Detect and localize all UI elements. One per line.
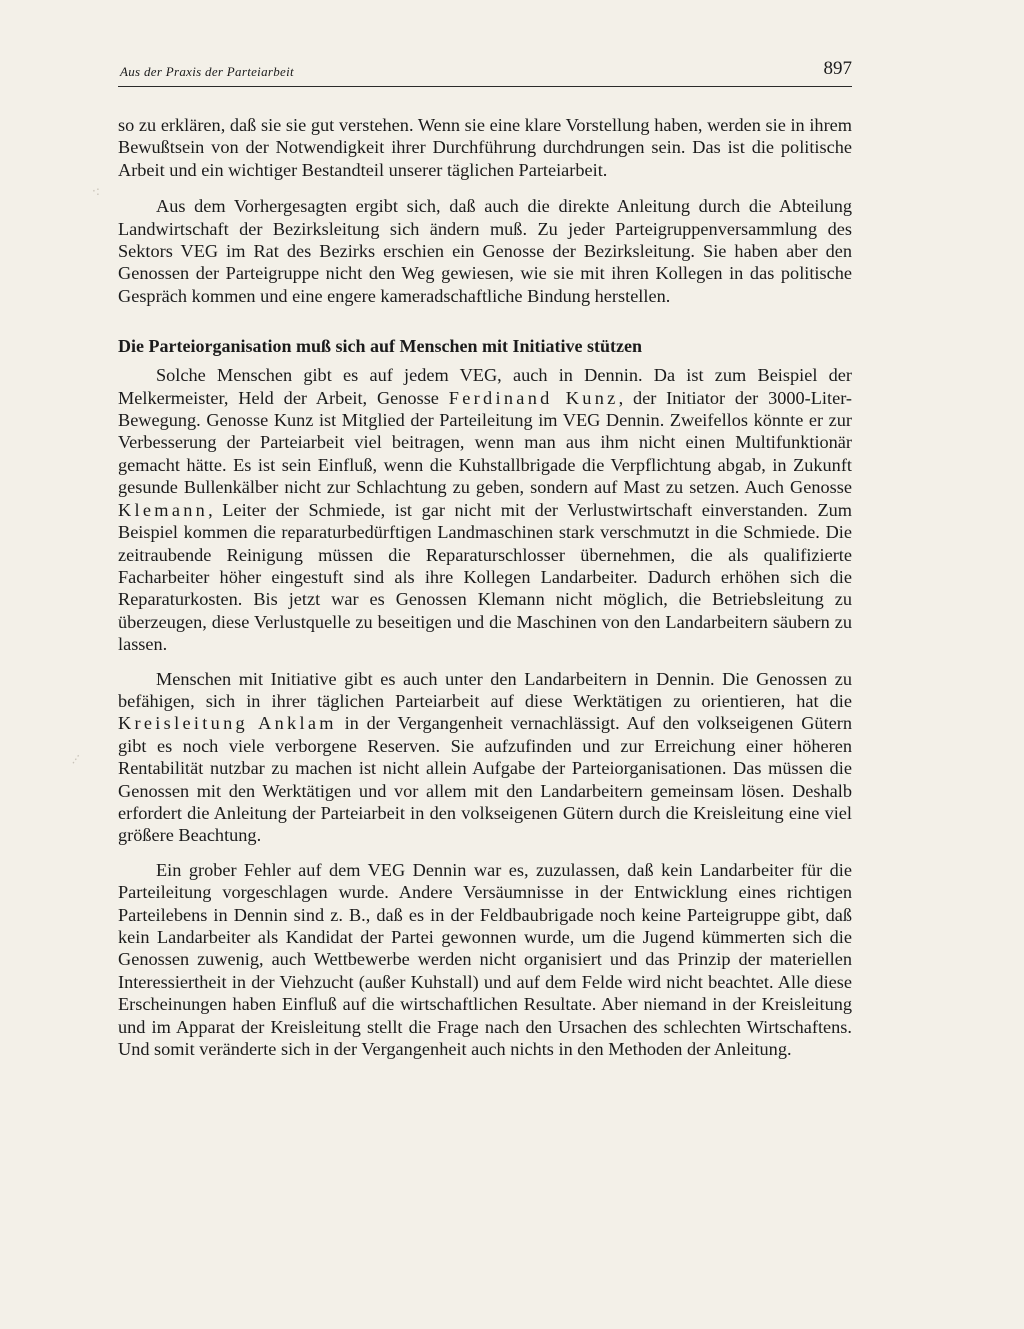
text-run: Menschen mit Initiative gibt es auch unter den Landarbeitern in Dennin. Die Genossen zu befähigen, sich in ihrer täglichen Parteiarbeit auf diese Werktätigen zu orientieren, hat die: [118, 668, 852, 711]
spaced-name: Klemann: [118, 499, 209, 520]
paper-speck: ⋮: [67, 749, 85, 769]
running-title: Aus der Praxis der Parteiarbeit: [120, 64, 294, 79]
page-body: [118, 114, 852, 1060]
text-run: , der Initiator der 3000-Liter-Bewegung. Genosse Kunz ist Mitglied der Parteileitung im VEG Dennin. Zweifellos könnte er zur Verbesserung der Parteiarbeit viel beitragen, wenn man aus ihm nicht einen Multifunktionär gemacht hätte. Es ist sein Einfluß, wenn die Kuhstallbrigade die Verpflichtung abgab, in Zukunft gesunde Bullenkälber nicht zur Schlachtung zu geben, sondern auf Mast zu setzen. Auch Genosse: [118, 387, 853, 498]
paper-speck: ·:: [92, 184, 100, 198]
book-page: [118, 56, 852, 1286]
spaced-name: Ferdinand Kunz: [448, 387, 619, 408]
paragraph: Ein grober Fehler auf dem VEG Dennin war es, zuzulassen, daß kein Landarbeiter für die Parteileitung vorgeschlagen wurde. Andere Versäumnisse in der Entwicklung eines richtigen Parteilebens in Dennin sind z. B., daß es in der Feldbaubrigade noch keine Parteigruppe gibt, daß kein Landarbeiter als Kandidat der Partei gewonnen wurde, um die Jugend kümmerten sich die Genossen zuwenig, auch Wettbewerbe werden nicht organisiert und das Prinzip der materiellen Interessiertheit in der Viehzucht (außer Kuhstall) und auf dem Felde wird nicht beachtet. Alle diese Erscheinungen haben Einfluß auf die wirtschaftlichen Resultate. Aber niemand in der Kreisleitung und im Apparat der Kreisleitung stellt die Frage nach den Ursachen des schlechten Wirtschaftens. Und somit veränderte sich in der Vergangenheit auch nichts in den Methoden der Anleitung.: [118, 859, 852, 1060]
text-run: , Leiter der Schmiede, ist gar nicht mit der Verlustwirtschaft einverstanden. Zum Beispiel kommen die reparaturbedürftigen Landmaschinen stark verschmutzt in die Schmiede. Die zeitraubende Reinigung müssen die Reparaturschlosser übernehmen, die als qualifizierte Facharbeiter höher eingestuft sind als ihre Kollegen Landarbeiter. Dadurch erhöhen sich die Reparaturkosten. Bis jetzt war es Genossen Klemann nicht möglich, die Betriebsleitung zu überzeugen, diese Verlustquelle zu beseitigen und die Maschinen von den Landarbeitern säubern zu lassen.: [118, 499, 852, 655]
section-heading: Die Parteiorganisation muß sich auf Menschen mit Initiative stützen: [118, 336, 642, 357]
paragraph: so zu erklären, daß sie sie gut verstehen. Wenn sie eine klare Vorstellung haben, werden sie in ihrem Bewußtsein von der Notwendigkeit ihrer Durchführung durchdrungen sein. Das ist die politische Arbeit und ein wichtiger Bestandteil unserer täglichen Parteiarbeit.: [118, 115, 852, 180]
page-number: 897: [823, 58, 852, 79]
running-header: [118, 56, 852, 87]
spaced-name: Kreisleitung Anklam: [118, 713, 337, 734]
text-run: Solche Menschen gibt es auf jedem VEG, auch in Dennin. Da ist zum Beispiel der Melkermeister, Held der Arbeit, Genosse: [118, 365, 852, 408]
text-run: in der Vergangenheit vernachlässigt. Auf den volkseigenen Gütern gibt es noch viele verborgene Reserven. Sie aufzufinden und zur Erreichung einer höheren Rentabilität nutzbar zu machen ist nicht allein Aufgabe der Parteiorganisationen. Das müssen die Genossen mit den Werktätigen und vor allem mit den Landarbeitern gemeinsam lösen. Deshalb erfordert die Anleitung der Parteiarbeit in den volkseigenen Gütern durch die Kreisleitung eine viel größere Beachtung.: [118, 713, 852, 846]
paragraph: [118, 668, 852, 847]
paragraph: [118, 364, 852, 655]
paragraph: Aus dem Vorhergesagten ergibt sich, daß auch die direkte Anleitung durch die Abteilung Landwirtschaft der Bezirksleitung sich ändern muß. Zu jeder Parteigruppenversammlung des Sektors VEG im Rat des Bezirks erschien ein Genosse der Bezirksleitung. Sie haben aber den Genossen der Parteigruppe nicht den Weg gewiesen, wie sie mit ihren Kollegen in das politische Gespräch kommen und eine engere kameradschaftliche Bindung herstellen.: [118, 196, 852, 306]
